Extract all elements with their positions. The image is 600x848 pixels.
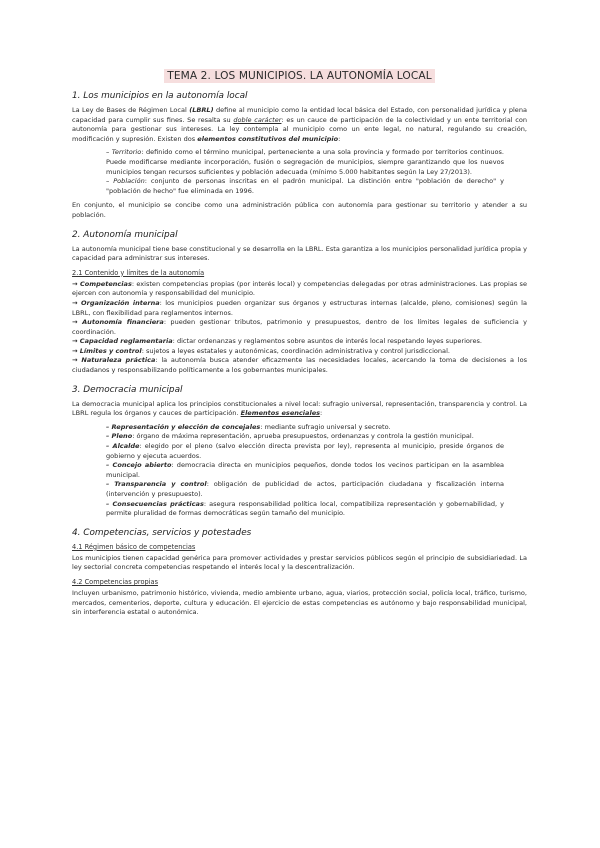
- list-item: – Alcalde: elegido por el pleno (salvo elección directa prevista por ley), representa al municipio, preside órganos de gobierno y ejecuta acuerdos.: [106, 442, 504, 460]
- section-3-element-list: [106, 423, 504, 519]
- list-item: → Límites y control: sujetos a leyes estatales y autonómicas, coordinación administrativa y control jurisdiccional.: [72, 346, 450, 355]
- section-1-paragraph-2: En conjunto, el municipio se concibe como una administración pública con autonomía para gestionar su territorio y atender a su población.: [72, 201, 527, 219]
- subsection-2-1-heading: 2.1 Contenido y límites de la autonomía: [72, 268, 205, 277]
- section-2-arrow-list: [72, 280, 527, 376]
- section-2-paragraph-1: La autonomía municipal tiene base constitucional y se desarrolla en la LBRL. Esta garantiza a los municipios personalidad jurídica propia y capacidad para administrar sus intereses.: [72, 244, 527, 263]
- section-3-paragraph-1: La democracia municipal aplica los principios constitucionales a nivel local: sufragio universal, representación, transparencia y control. La LBRL regula los órganos y cauces de participación. Elementos esenciales:: [72, 399, 527, 418]
- section-1-paragraph-1: La Ley de Bases de Régimen Local (LBRL) define al municipio como la entidad local básica del Estado, con personalidad jurídica y plena capacidad para cumplir sus fines. Se resalta su doble carácter: es un cauce de participación de la colectividad y un ente territorial con autonomía para gestionar sus intereses. La ley contempla al municipio como un ente legal, no natural, regulando su creación, modificación y supresión. Existen dos elementos constitutivos del municipio:: [72, 106, 527, 143]
- list-item: – Transparencia y control: obligación de publicidad de actos, participación ciudadana y fiscalización interna (intervención y presupuesto).: [106, 480, 505, 498]
- list-item: → Organización interna: los municipios pueden organizar sus órganos y estructuras internas (alcalde, pleno, comisiones) según la LBRL, con flexibilidad para reglamentos internos.: [72, 298, 527, 317]
- page-title: TEMA 2. LOS MUNICIPIOS. LA AUTONOMÍA LOCAL: [72, 70, 527, 82]
- list-item: → Capacidad reglamentaria: dictar ordenanzas y reglamentos sobre asuntos de interés local respetando leyes superiores.: [72, 337, 482, 346]
- list-item: – Territorio: definido como el término municipal, perteneciente a una sola provincia y formado por territorios continuos. Puede modificarse mediante incorporación, fusión o segregación de municipios, siempre garantizando que los nuevos municipios tengan recursos suficientes y población adecuada (mínimo 5.000 habitantes según la Ley 27/2013).: [106, 148, 504, 176]
- list-item: → Competencias: existen competencias propias (por interés local) y competencias delegadas por otras administraciones. Las propias se ejercen con autonomía y responsabilidad del municipio.: [72, 279, 527, 298]
- section-4-2-paragraph: Incluyen urbanismo, patrimonio histórico, vivienda, medio ambiente urbano, agua, viarios, protección social, policía local, tráfico, turismo, mercados, cementerios, deporte, cultura y educación. El ejercicio de estas competencias es autónomo y bajo responsabilidad municipal, sin interferencia estatal o autonómica.: [72, 588, 527, 617]
- list-item: → Naturaleza práctica: la autonomía busca atender eficazmente las necesidades locales, acercando la toma de decisiones a los ciudadanos y responsabilizando políticamente a los gobernantes municipales.: [72, 356, 527, 375]
- subsection-4-1-heading: 4.1 Régimen básico de competencias: [72, 542, 196, 551]
- section-1-element-list: [106, 148, 504, 196]
- section-2-heading: 2. Autonomía municipal: [72, 229, 178, 240]
- subsection-4-2-heading: 4.2 Competencias propias: [72, 577, 159, 586]
- section-4-1-paragraph: Los municipios tienen capacidad genérica para promover actividades y prestar servicios públicos según el principio de subsidiariedad. La ley sectorial concreta competencias respetando el interés local y la descentralización.: [72, 553, 527, 572]
- list-item: – Población: conjunto de personas inscritas en el padrón municipal. La distinción entre "población de derecho" y "población de hecho" fue eliminada en 1996.: [106, 177, 504, 195]
- list-item: – Concejo abierto: democracia directa en municipios pequeños, donde todos los vecinos participan en la asamblea municipal.: [106, 461, 504, 479]
- section-1-heading: 1. Los municipios en la autonomía local: [72, 91, 248, 101]
- section-4-heading: 4. Competencias, servicios y potestades: [72, 527, 252, 538]
- list-item: → Autonomía financiera: pueden gestionar tributos, patrimonio y presupuestos, dentro de los límites legales de suficiencia y coordinación.: [72, 318, 527, 336]
- list-item: – Consecuencias prácticas: asegura responsabilidad política local, compatibiliza representación y gobernabilidad, y permite pluralidad de formas democráticas según tamaño del municipio.: [106, 499, 504, 518]
- section-3-heading: 3. Democracia municipal: [72, 384, 183, 395]
- list-item: – Pleno: órgano de máxima representación, aprueba presupuestos, ordenanzas y controla la gestión municipal.: [106, 432, 474, 441]
- list-item: – Representación y elección de concejales: mediante sufragio universal y secreto.: [106, 422, 391, 431]
- document-page: [72, 70, 527, 622]
